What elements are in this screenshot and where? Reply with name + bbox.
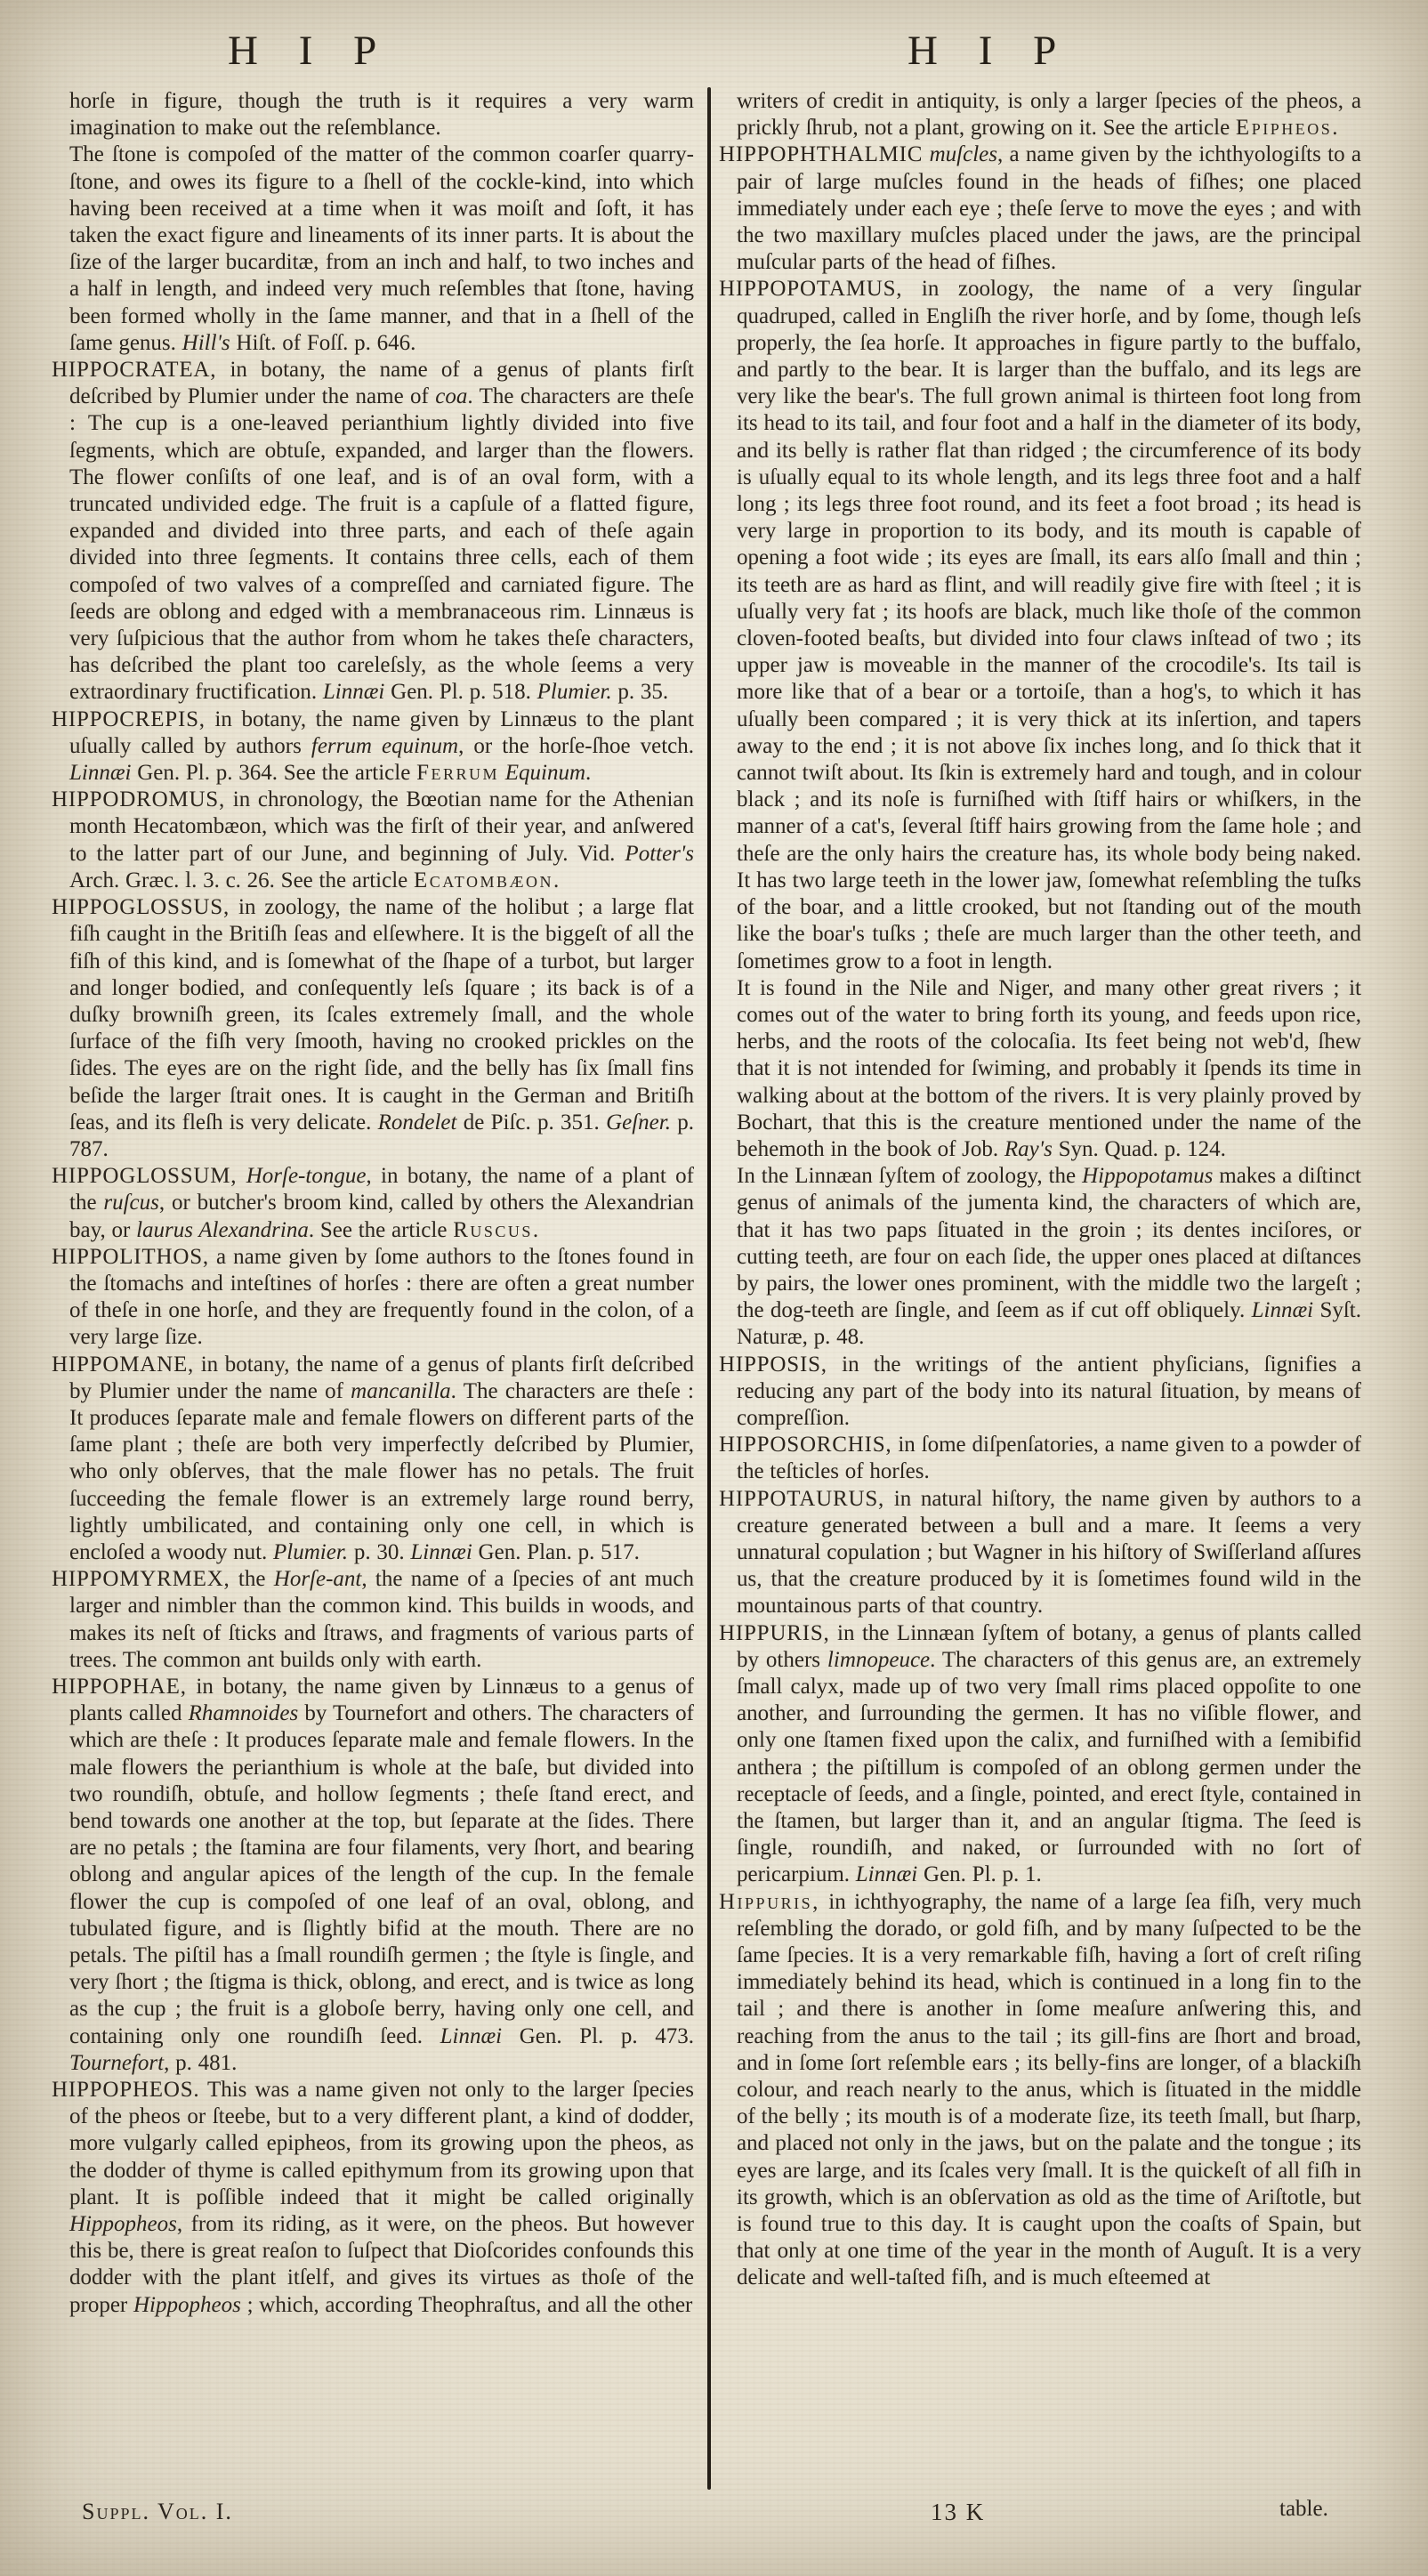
- entry-headword: HIPPOSIS,: [719, 1352, 827, 1377]
- text-run: , the name of a ſpecies of ant much larger and nimbler than the common kind. This builds in woods, and makes its neſt of ſticks and ſtraws, and fragments of various parts of trees. The common ant builds only with earth.: [69, 1567, 694, 1672]
- text-run: de Piſc. p. 351.: [456, 1110, 607, 1135]
- italic-run: Equinum: [504, 761, 586, 786]
- entry-paragraph: [719, 1352, 1361, 1433]
- italic-run: limnopeuce: [827, 1647, 931, 1672]
- text-run: horſe in figure, though the truth is it requires a very warm imagination to make out the reſemblance.: [69, 89, 694, 141]
- text-run: in botany, the name of a genus of plants firſt deſcribed by Plumier under the name of: [69, 358, 694, 409]
- volume-signature: Suppl. Vol. I.: [82, 2499, 233, 2524]
- text-run: writers of credit in antiquity, is only a larger ſpecies of the pheos, a prickly ſhrub, not a plant, growing on it. See the article: [737, 89, 1361, 141]
- italic-run: ferrum equinum: [311, 733, 459, 758]
- entry-paragraph: [52, 894, 694, 1163]
- entry-paragraph: [52, 1352, 694, 1567]
- entry-headword: HIPPOCREPIS,: [52, 707, 206, 731]
- italic-run: muſcles: [929, 142, 997, 167]
- text-run: in zoology, the name of a very ſingular quadruped, called in Engliſh the river horſe, and by ſome, though leſs properly, the ſea horſe. It approaches in figure partly to the buffalo, and partly to the bear. It is larger than the buffalo, and its legs are very like the bear's. The full grown animal is thirteen foot long from its head to its tail, and four foot and a half in the diameter of its body, and its belly is rather flat than ridged ; the circumference of its body is uſually equal to its whole length, and its legs three foot and a half long ; its legs three foot round, and its feet a foot broad ; its head is very large in proportion to its body, and its mouth is capable of opening a foot wide ; its eyes are ſmall, its ears alſo ſmall and thin ; its teeth are as hard as flint, and will readily give fire with ſteel ; it is uſually very fat ; its hoofs are black, much like thoſe of the common cloven-footed beaſts, but divided into four claws inſtead of two ; its upper jaw is moveable in the manner of the crocodile's. Its tail is more like that of a bear or a tortoiſe, than a hog's, to which it has uſually been compared ; it is very thick at its inſertion, and tapers away to the end ; it is not above ſix inches long, and ſo thick that it cannot twiſt about. Its ſkin is extremely hard and tough, and in colour black ; and its noſe is furniſhed with ſtiff hairs or whiſkers, in the manner of a cat's, ſeveral ſtiff hairs growing from the ſame hole ; and theſe are the only hairs the creature has, its whole body being naked. It has two large teeth in the lower jaw, ſomewhat reſembling the tuſks of the boar, and a little crooked, but not ſtanding out of the mouth like the boar's tuſks ; theſe are much larger than the other teeth, and ſometimes grow to a foot in length.: [737, 277, 1361, 973]
- italic-run: coa: [435, 384, 468, 409]
- text-run: ; which, according Theophraſtus, and all the other: [240, 2292, 693, 2317]
- body-paragraph: [52, 141, 694, 357]
- italic-run: Linnæi: [440, 2023, 503, 2048]
- italic-run: laurus Alexandrina: [136, 1217, 309, 1242]
- text-run: in botany, the name of a genus of plants firſt deſcribed by Plumier under the name of: [69, 1352, 694, 1403]
- italic-run: Hippopheos: [133, 2292, 241, 2317]
- text-run: Syn. Quad. p. 124.: [1052, 1136, 1226, 1161]
- text-run: The ſtone is compoſed of the matter of the common coarſer quarry-ſtone, and owes its figure to a ſhell of the cockle-kind, into which having been received at a time when it was moiſt and ſoft, it has taken the exact figure and lineaments of its inner parts. It is about the ſize of the larger bucarditæ, from an inch and half, to two inches and a half in length, and indeed very much reſembles that ſtone, having been formed wholly in the ſame manner, and that in a ſhell of the ſame genus.: [69, 142, 694, 355]
- text-run: p. 787.: [69, 1110, 694, 1161]
- entry-headword: HIPPOCRATEA,: [52, 358, 217, 383]
- text-run: in ſome diſpenſatories, a name given to a powder of the teſticles of horſes.: [737, 1433, 1361, 1484]
- entry-headword: HIPPOSORCHIS,: [719, 1433, 892, 1458]
- italic-run: Geſner.: [606, 1110, 671, 1135]
- text-run: In the Linnæan ſyſtem of zoology, the: [737, 1164, 1083, 1189]
- cross-reference: Ecatombæon: [414, 868, 553, 892]
- cross-reference: Ferrum: [416, 761, 499, 786]
- entry-headword: HIPPOGLOSSUS,: [52, 895, 230, 920]
- running-head-right: H I P: [908, 28, 1072, 74]
- text-run: Hiſt. of Foſſ. p. 646.: [230, 330, 416, 355]
- italic-run: Plumier.: [273, 1539, 349, 1564]
- entry-paragraph: [719, 141, 1361, 276]
- italic-run: Linnæi: [855, 1862, 918, 1887]
- italic-run: Hippopheos: [69, 2212, 177, 2237]
- text-run: Arch. Græc. l. 3. c. 26. See the article: [69, 868, 415, 892]
- text-run: [923, 142, 929, 166]
- entry-headword: HIPPOPHTHALMIC: [719, 142, 924, 167]
- running-head-left: H I P: [228, 28, 392, 74]
- italic-run: Rondelet: [377, 1110, 457, 1135]
- entry-paragraph: [52, 357, 694, 707]
- entry-paragraph: [719, 276, 1361, 974]
- entry-headword: HIPPOGLOSSUM,: [52, 1164, 238, 1189]
- text-run: in ichthyography, the name of a large ſea fiſh, very much reſembling the dorado, or gold fiſh, and by many ſuſpected to be the ſame ſpecies. It is a very remarkable fiſh, having a ſort of creſt riſing immediately behind its head, which is continued in a long fin to the tail ; and there is another in ſome meaſure anſwering this, and reaching from the anus to the tail ; its gill-fins are ſhort and broad, and in ſome ſort reſemble ears ; its belly-fins are longer, of a blackiſh colour, and reach nearly to the anus, which is ſituated in the middle of the belly ; its mouth is of a moderate ſize, its teeth ſmall, but ſharp, and placed not only in the jaws, but on the palate and the tongue ; its eyes are large, and its ſcales very ſmall. It is the quickeſt of all fiſh in its growth, which is an obſervation as old as the time of Ariſtotle, but is found true to this day. It is caught upon the coaſts of Spain, but that only at one time of the year in the month of Auguſt. It is a very delicate and well-taſted fiſh, and is much eſteemed at: [737, 1889, 1361, 2290]
- text-run: in botany, the name of a plant of the: [69, 1164, 694, 1215]
- text-run: , or butcher's broom kind, called by others the Alexandrian bay, or: [69, 1191, 694, 1242]
- entry-paragraph: [52, 787, 694, 894]
- entry-headword: HIPPODROMUS,: [52, 787, 226, 812]
- entry-paragraph: [52, 1674, 694, 2077]
- cross-reference: Epipheos: [1235, 116, 1333, 141]
- sheet-signature: 13 K: [931, 2499, 986, 2525]
- italic-run: Horſe-tongue,: [246, 1164, 372, 1189]
- body-paragraph: [52, 88, 694, 141]
- text-run: Gen. Pl. p. 364. See the article: [131, 761, 417, 786]
- text-run: Gen. Plan. p. 517.: [472, 1539, 640, 1564]
- italic-run: Linnæi: [69, 761, 132, 786]
- italic-run: ruſcus: [103, 1191, 159, 1215]
- italic-run: Tournefort: [69, 2050, 165, 2075]
- entry-headword: HIPPURIS,: [719, 1620, 830, 1645]
- right-column: [719, 88, 1361, 2508]
- text-run: Syſt. Naturæ, p. 48.: [737, 1298, 1361, 1350]
- entry-headword: HIPPOMYRMEX,: [52, 1567, 230, 1592]
- italic-run: Hill's: [182, 330, 230, 355]
- text-run: .: [532, 1217, 539, 1242]
- text-run: , from its riding, as it were, on the pheos. But however this be, there is great reaſon to ſuſpect that Dioſcorides confounds this dodder with the plant itſelf, and gives its virtues as thoſe of the proper: [69, 2212, 694, 2317]
- italic-run: Hippopotamus: [1082, 1164, 1214, 1189]
- text-run: p. 30.: [348, 1539, 411, 1564]
- italic-run: Linnæi: [410, 1539, 472, 1564]
- entry-paragraph: [52, 1244, 694, 1352]
- text-run: .: [553, 868, 560, 892]
- italic-run: Horſe-ant: [273, 1567, 362, 1592]
- entry-headword: HIPPOMANE,: [52, 1352, 195, 1377]
- entry-headword: HIPPOPOTAMUS,: [719, 277, 903, 302]
- entry-paragraph: [52, 707, 694, 787]
- cross-reference: Hippuris,: [719, 1889, 820, 1914]
- body-paragraph: [719, 1163, 1361, 1351]
- entry-paragraph: [719, 1486, 1361, 1620]
- text-run: [499, 761, 505, 785]
- body-paragraph: [719, 88, 1361, 141]
- italic-run: Linnæi: [322, 680, 385, 705]
- text-run: makes a diſtinct genus of animals of the jumenta kind, the characters of which are, that it has two paps ſituated in the groin ; its dentes inciſores, or cutting teeth, are four on each ſide, the upper ones placed at diſtances by pairs, the lower ones prominent, with the middle two the largeſt ; the dog-teeth are ſingle, and ſeem as if cut off obliquely.: [737, 1164, 1361, 1323]
- text-run: . See the article: [308, 1217, 454, 1242]
- entry-paragraph: [52, 1566, 694, 1674]
- catchword: table.: [1279, 2497, 1328, 2521]
- text-run: . The characters are theſe : The cup is a one-leaved perianthium lightly divided into five ſegments, which are obtuſe, expanded, and larger than the flowers. The flower conſiſts of one leaf, and is of an oval form, with a truncated undivided edge. The fruit is a capſule of a flatted figure, expanded and divided into three parts, and each of theſe again divided into three ſegments. It contains three cells, each of them compoſed of two valves of a compreſſed and carniated figure. The ſeeds are oblong and edged with a membranaceous rim. Linnæus is very ſuſpicious that the author from whom he takes theſe characters, has deſcribed the plant too careleſsly, as the whole ſeems a very extraordinary fructification.: [69, 384, 694, 705]
- text-run: the: [230, 1567, 274, 1592]
- left-column: [52, 88, 694, 2508]
- text-run: It is found in the Nile and Niger, and many other great rivers ; it comes out of the water to bring forth its young, and feeds upon rice, herbs, and the roots of the colocaſia. Its feet being not web'd, ſhew that it is not intended for ſwiming, and probably it ſpends its time in walking about at the bottom of the rivers. It is very plainly proved by Bochart, that this is the creature mentioned under the name of the behemoth in the book of Job.: [737, 975, 1361, 1161]
- entry-headword: HIPPOTAURUS,: [719, 1486, 885, 1511]
- cross-reference: Ruscus: [453, 1217, 533, 1242]
- text-run: in botany, the name given by Linnæus to the plant uſually called by authors: [69, 707, 694, 758]
- italic-run: mancanilla: [351, 1378, 451, 1403]
- text-run: , or the horſe-ſhoe vetch.: [458, 733, 694, 758]
- italic-run: Linnæi: [1251, 1298, 1314, 1323]
- text-run: , a name given by the ichthyologiſts to a pair of large muſcles found in the heads of fiſhes; one placed immediately under each eye ; theſe ſerve to move the eyes ; and with the two maxillary muſcles placed under the jaws, are the principal muſcular parts of the head of fiſhes.: [737, 142, 1361, 275]
- text-run: . The characters are theſe : It produces ſeparate male and female flowers on different parts of the ſame plant ; theſe are both very imperfectly deſcribed by Plumier, who only obſerves, that the male flower has no petals. The fruit ſucceeding the female flower is an extremely large round berry, lightly umbilicated, and containing only one cell, in which is encloſed a woody nut.: [69, 1378, 694, 1564]
- text-run: in the Linnæan ſyſtem of botany, a genus of plants called by others: [737, 1620, 1361, 1672]
- text-run: in the writings of the antient phyſicians, ſignifies a reducing any part of the body into its natural ſituation, by means of compreſſion.: [737, 1352, 1361, 1430]
- entry-paragraph: [52, 2077, 694, 2319]
- text-run: Gen. Pl. p. 1.: [917, 1862, 1042, 1887]
- text-run: in zoology, the name of the holibut ; a large flat fiſh caught in the Britiſh ſeas and elſewhere. It is the biggeſt of all the fiſh of this kind, and is ſomewhat of the ſhape of a turbot, but larger and longer bodied, and conſequently leſs ſquare ; its back is of a duſky browniſh green, its ſcales extremely ſmall, and the whole ſurface of the fiſh very ſmooth, having no crooked prickles on the ſides. The eyes are on the right ſide, and the belly has ſix ſmall fins beſide the larger ſtrait ones. It is caught in the German and Britiſh ſeas, and its fleſh is very delicate.: [69, 895, 694, 1135]
- text-run: , p. 481.: [164, 2050, 238, 2075]
- entry-paragraph: [719, 1620, 1361, 1889]
- text-run: Gen. Pl. p. 518.: [384, 680, 537, 705]
- italic-run: Potter's: [625, 841, 694, 866]
- italic-run: Rhamnoides: [188, 1701, 299, 1726]
- entry-paragraph: [719, 1889, 1361, 2292]
- text-run: by Tournefort and others. The characters of which are theſe : It produces ſeparate male and female flowers. In the male flowers the perianthium is whole at the baſe, but divided into two roundiſh, obtuſe, and hollow ſegments ; theſe ſtand erect, and bend towards one another at the top, but ſeparate at the ſides. There are no petals ; the ſtamina are four filaments, very ſhort, and bearing oblong and angular apices of the length of the cup. In the female flower the cup is compoſed of one leaf of an oval, oblong, and tubulated figure, and is ſlightly bifid at the mouth. There are no petals. The piſtil has a ſmall roundiſh germen ; the ſtyle is ſingle, and very ſhort ; the ſtigma is thick, oblong, and erect, and is twice as long as the cup ; the fruit is a globoſe berry, having only one cell, and containing only one roundiſh ſeed.: [69, 1701, 694, 2048]
- text-run: in natural hiſtory, the name given by authors to a creature generated between a bull and a mare. It ſeems a very unnatural copulation ; but Wagner in his hiſtory of Swiſſerland aſſures us, that the creature produced by it is ſometimes found wild in the mountainous parts of that country.: [737, 1486, 1361, 1619]
- text-run: in chronology, the Bœotian name for the Athenian month Hecatombæon, which was the firſt of their year, and anſwered to the latter part of our June, and beginning of July. Vid.: [69, 787, 694, 866]
- entry-headword: HIPPOLITHOS,: [52, 1244, 209, 1269]
- body-paragraph: [719, 975, 1361, 1163]
- text-run: .: [585, 761, 592, 786]
- entry-headword: HIPPOPHAE,: [52, 1674, 187, 1699]
- column-divider-rule: [707, 87, 711, 2490]
- text-run: p. 35.: [611, 680, 669, 705]
- italic-run: Ray's: [1004, 1136, 1053, 1161]
- italic-run: Plumier.: [537, 680, 612, 705]
- text-run: . The characters of this genus are, an extremely ſmall calyx, made up of two very ſmall rims placed oppoſite to one another, and ſurrounding the germen. It has no viſible flower, and only one ſtamen fixed upon the calix, and furniſhed with a ſemibifid anthera ; the piſtillum is compoſed of an oblong germen under the receptacle of ſeeds, and a ſingle, pointed, and erect ſtyle, contained in the ſtamen, but larger than it, and an angular ſtigma. The ſeed is ſingle, roundiſh, and naked, or ſurrounded with no ſort of pericarpium.: [737, 1647, 1361, 1887]
- text-run: [237, 1164, 246, 1188]
- entry-paragraph: [719, 1432, 1361, 1485]
- text-run: Gen. Pl. p. 473.: [502, 2023, 694, 2048]
- text-run: in botany, the name given by Linnæus to a genus of plants called: [69, 1674, 694, 1726]
- text-run: a name given by ſome authors to the ſtones found in the ſtomachs and inteſtines of horſes : there are often a great number of theſe in one horſe, and they are frequently found in the colon, of a very large ſize.: [69, 1244, 694, 1350]
- text-run: .: [1332, 116, 1338, 141]
- text-run: This was a name given not only to the larger ſpecies of the pheos or ſteebe, but to a very different plant, a kind of dodder, more vulgarly called epipheos, from its growing upon the pheos, as the dodder of thyme is called epithymum from its growing upon that plant. It is poſſible indeed that it might be called originally: [69, 2078, 694, 2209]
- entry-paragraph: [52, 1163, 694, 1244]
- entry-headword: HIPPOPHEOS.: [52, 2078, 200, 2103]
